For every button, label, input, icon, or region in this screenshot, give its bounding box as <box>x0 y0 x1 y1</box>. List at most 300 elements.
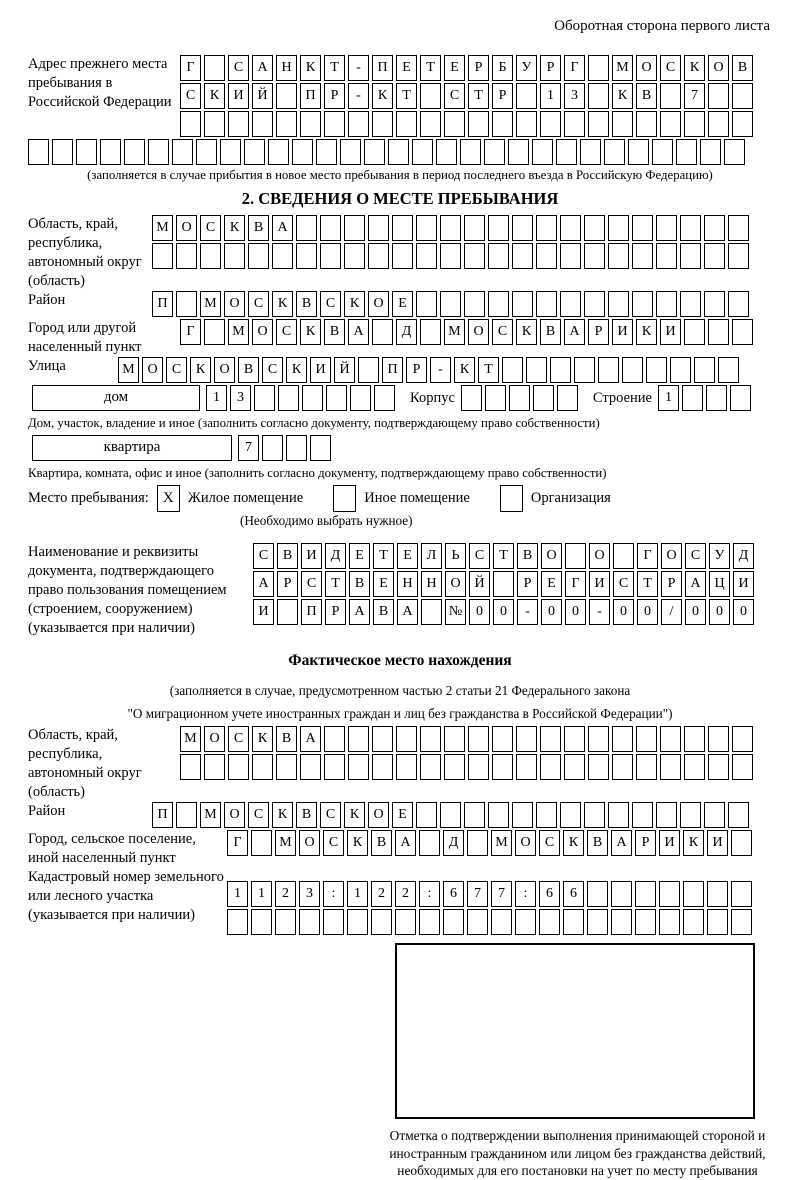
char-box[interactable] <box>704 243 725 269</box>
char-box[interactable]: В <box>371 830 392 856</box>
char-box[interactable] <box>320 243 341 269</box>
char-box[interactable]: П <box>382 357 403 383</box>
char-box[interactable] <box>176 243 197 269</box>
char-box[interactable]: М <box>444 319 465 345</box>
char-box[interactable] <box>444 111 465 137</box>
char-box[interactable]: О <box>515 830 536 856</box>
char-box[interactable] <box>124 139 145 165</box>
char-box[interactable] <box>268 139 289 165</box>
char-box[interactable] <box>348 754 369 780</box>
char-box[interactable] <box>636 111 657 137</box>
char-box[interactable] <box>612 111 633 137</box>
char-box[interactable] <box>443 909 464 935</box>
char-box[interactable] <box>632 291 653 317</box>
char-box[interactable] <box>276 111 297 137</box>
char-box[interactable]: М <box>612 55 633 81</box>
char-box[interactable] <box>364 139 385 165</box>
char-box[interactable] <box>622 357 643 383</box>
char-box[interactable] <box>368 215 389 241</box>
char-box[interactable]: И <box>589 571 610 597</box>
char-box[interactable] <box>286 435 307 461</box>
char-box[interactable]: 0 <box>685 599 706 625</box>
char-box[interactable]: Т <box>637 571 658 597</box>
char-box[interactable]: Р <box>661 571 682 597</box>
char-box[interactable] <box>464 802 485 828</box>
char-box[interactable] <box>180 754 201 780</box>
char-box[interactable] <box>718 357 739 383</box>
char-box[interactable]: А <box>611 830 632 856</box>
char-box[interactable]: С <box>320 291 341 317</box>
char-box[interactable]: А <box>300 726 321 752</box>
char-box[interactable] <box>580 139 601 165</box>
char-box[interactable] <box>730 385 751 411</box>
char-box[interactable] <box>707 881 728 907</box>
char-box[interactable] <box>684 319 705 345</box>
char-box[interactable] <box>488 802 509 828</box>
char-box[interactable]: К <box>683 830 704 856</box>
char-box[interactable] <box>396 111 417 137</box>
char-box[interactable] <box>372 111 393 137</box>
char-box[interactable]: : <box>515 881 536 907</box>
char-box[interactable]: К <box>372 83 393 109</box>
char-box[interactable]: С <box>301 571 322 597</box>
char-box[interactable]: О <box>636 55 657 81</box>
char-box[interactable]: О <box>661 543 682 569</box>
char-box[interactable]: Н <box>397 571 418 597</box>
char-box[interactable] <box>196 139 217 165</box>
char-box[interactable]: М <box>180 726 201 752</box>
char-box[interactable] <box>708 754 729 780</box>
char-box[interactable]: Е <box>392 802 413 828</box>
char-box[interactable]: 0 <box>709 599 730 625</box>
checkbox-inoe[interactable] <box>333 485 356 512</box>
char-box[interactable] <box>416 243 437 269</box>
char-box[interactable]: 1 <box>540 83 561 109</box>
char-box[interactable]: Т <box>493 543 514 569</box>
char-box[interactable]: К <box>272 291 293 317</box>
char-box[interactable] <box>350 385 371 411</box>
char-box[interactable]: 1 <box>227 881 248 907</box>
char-box[interactable]: 7 <box>238 435 259 461</box>
char-box[interactable]: С <box>539 830 560 856</box>
char-box[interactable]: Г <box>180 55 201 81</box>
char-box[interactable]: Р <box>540 55 561 81</box>
char-box[interactable] <box>348 111 369 137</box>
char-box[interactable]: В <box>636 83 657 109</box>
char-box[interactable]: С <box>248 291 269 317</box>
char-box[interactable] <box>670 357 691 383</box>
char-box[interactable]: А <box>272 215 293 241</box>
char-box[interactable]: С <box>492 319 513 345</box>
char-box[interactable]: В <box>349 571 370 597</box>
char-box[interactable]: 0 <box>565 599 586 625</box>
char-box[interactable] <box>608 802 629 828</box>
char-box[interactable] <box>656 243 677 269</box>
char-box[interactable] <box>296 243 317 269</box>
char-box[interactable]: Н <box>421 571 442 597</box>
char-box[interactable]: Ь <box>445 543 466 569</box>
char-box[interactable] <box>512 243 533 269</box>
char-box[interactable] <box>419 830 440 856</box>
char-box[interactable] <box>348 726 369 752</box>
char-box[interactable]: С <box>228 55 249 81</box>
char-box[interactable] <box>732 319 753 345</box>
char-box[interactable]: А <box>685 571 706 597</box>
char-box[interactable] <box>652 139 673 165</box>
char-box[interactable] <box>300 111 321 137</box>
char-box[interactable]: Р <box>324 83 345 109</box>
char-box[interactable]: Р <box>406 357 427 383</box>
char-box[interactable] <box>682 385 703 411</box>
char-box[interactable] <box>148 139 169 165</box>
char-box[interactable] <box>646 357 667 383</box>
char-box[interactable]: И <box>301 543 322 569</box>
char-box[interactable] <box>732 111 753 137</box>
char-box[interactable]: С <box>253 543 274 569</box>
char-box[interactable] <box>324 726 345 752</box>
char-box[interactable]: 7 <box>467 881 488 907</box>
char-box[interactable]: В <box>296 291 317 317</box>
char-box[interactable] <box>460 139 481 165</box>
char-box[interactable]: О <box>214 357 235 383</box>
char-box[interactable]: К <box>612 83 633 109</box>
char-box[interactable]: - <box>589 599 610 625</box>
char-box[interactable]: О <box>541 543 562 569</box>
char-box[interactable] <box>300 754 321 780</box>
char-box[interactable] <box>444 754 465 780</box>
char-box[interactable] <box>396 754 417 780</box>
char-box[interactable] <box>536 291 557 317</box>
char-box[interactable]: П <box>152 802 173 828</box>
char-box[interactable] <box>564 111 585 137</box>
char-box[interactable] <box>468 754 489 780</box>
char-box[interactable] <box>584 243 605 269</box>
char-box[interactable] <box>440 802 461 828</box>
char-box[interactable] <box>636 726 657 752</box>
char-box[interactable] <box>254 385 275 411</box>
char-box[interactable] <box>492 726 513 752</box>
char-box[interactable] <box>374 385 395 411</box>
char-box[interactable]: В <box>587 830 608 856</box>
char-box[interactable] <box>326 385 347 411</box>
char-box[interactable]: М <box>491 830 512 856</box>
char-box[interactable] <box>536 215 557 241</box>
char-box[interactable]: Е <box>541 571 562 597</box>
char-box[interactable] <box>251 830 272 856</box>
char-box[interactable]: С <box>166 357 187 383</box>
char-box[interactable] <box>680 802 701 828</box>
char-box[interactable]: Е <box>392 291 413 317</box>
char-box[interactable]: В <box>540 319 561 345</box>
char-box[interactable] <box>588 754 609 780</box>
char-box[interactable]: А <box>252 55 273 81</box>
char-box[interactable]: К <box>684 55 705 81</box>
char-box[interactable]: Р <box>588 319 609 345</box>
char-box[interactable]: 0 <box>733 599 754 625</box>
char-box[interactable]: К <box>344 802 365 828</box>
char-box[interactable]: 6 <box>539 881 560 907</box>
char-box[interactable]: У <box>516 55 537 81</box>
char-box[interactable]: М <box>152 215 173 241</box>
char-box[interactable]: М <box>275 830 296 856</box>
char-box[interactable] <box>508 139 529 165</box>
char-box[interactable]: А <box>395 830 416 856</box>
char-box[interactable] <box>560 802 581 828</box>
char-box[interactable]: Е <box>397 543 418 569</box>
char-box[interactable] <box>660 111 681 137</box>
char-box[interactable]: С <box>276 319 297 345</box>
char-box[interactable] <box>608 215 629 241</box>
char-box[interactable] <box>533 385 554 411</box>
char-box[interactable]: М <box>228 319 249 345</box>
checkbox-zhiloe[interactable]: X <box>157 485 180 512</box>
char-box[interactable] <box>152 243 173 269</box>
char-box[interactable] <box>676 139 697 165</box>
char-box[interactable]: А <box>348 319 369 345</box>
char-box[interactable] <box>728 215 749 241</box>
char-box[interactable] <box>488 215 509 241</box>
char-box[interactable]: - <box>348 83 369 109</box>
char-box[interactable] <box>299 909 320 935</box>
char-box[interactable]: Й <box>334 357 355 383</box>
char-box[interactable]: № <box>445 599 466 625</box>
char-box[interactable]: П <box>152 291 173 317</box>
char-box[interactable] <box>323 909 344 935</box>
char-box[interactable] <box>612 754 633 780</box>
char-box[interactable]: И <box>310 357 331 383</box>
char-box[interactable] <box>587 909 608 935</box>
char-box[interactable]: 3 <box>564 83 585 109</box>
char-box[interactable] <box>728 243 749 269</box>
char-box[interactable]: : <box>323 881 344 907</box>
char-box[interactable] <box>492 111 513 137</box>
char-box[interactable] <box>372 319 393 345</box>
char-box[interactable] <box>461 385 482 411</box>
char-box[interactable]: К <box>344 291 365 317</box>
char-box[interactable] <box>704 215 725 241</box>
char-box[interactable]: И <box>228 83 249 109</box>
char-box[interactable] <box>320 215 341 241</box>
char-box[interactable] <box>512 291 533 317</box>
char-box[interactable] <box>395 909 416 935</box>
char-box[interactable] <box>731 909 752 935</box>
char-box[interactable]: В <box>277 543 298 569</box>
char-box[interactable] <box>419 909 440 935</box>
char-box[interactable] <box>512 215 533 241</box>
char-box[interactable] <box>732 83 753 109</box>
char-box[interactable] <box>468 726 489 752</box>
char-box[interactable]: О <box>368 291 389 317</box>
char-box[interactable]: О <box>368 802 389 828</box>
char-box[interactable]: И <box>733 571 754 597</box>
char-box[interactable] <box>228 111 249 137</box>
char-box[interactable]: О <box>589 543 610 569</box>
char-box[interactable] <box>388 139 409 165</box>
char-box[interactable]: Е <box>444 55 465 81</box>
char-box[interactable] <box>704 802 725 828</box>
char-box[interactable] <box>684 111 705 137</box>
char-box[interactable]: О <box>204 726 225 752</box>
char-box[interactable] <box>560 291 581 317</box>
char-box[interactable] <box>728 802 749 828</box>
char-box[interactable] <box>628 139 649 165</box>
char-box[interactable]: О <box>299 830 320 856</box>
char-box[interactable] <box>420 83 441 109</box>
char-box[interactable]: - <box>517 599 538 625</box>
char-box[interactable]: Т <box>396 83 417 109</box>
char-box[interactable]: О <box>224 291 245 317</box>
char-box[interactable] <box>526 357 547 383</box>
char-box[interactable] <box>392 243 413 269</box>
char-box[interactable] <box>680 215 701 241</box>
char-box[interactable] <box>694 357 715 383</box>
checkbox-organizatsiya[interactable] <box>500 485 523 512</box>
char-box[interactable] <box>464 243 485 269</box>
char-box[interactable] <box>344 215 365 241</box>
char-box[interactable] <box>532 139 553 165</box>
char-box[interactable] <box>706 385 727 411</box>
char-box[interactable] <box>684 754 705 780</box>
char-box[interactable]: 1 <box>251 881 272 907</box>
char-box[interactable]: П <box>301 599 322 625</box>
char-box[interactable]: 0 <box>613 599 634 625</box>
char-box[interactable] <box>584 291 605 317</box>
char-box[interactable] <box>420 726 441 752</box>
char-box[interactable] <box>262 435 283 461</box>
char-box[interactable]: С <box>262 357 283 383</box>
char-box[interactable]: Р <box>277 571 298 597</box>
char-box[interactable] <box>540 111 561 137</box>
char-box[interactable]: М <box>118 357 139 383</box>
char-box[interactable]: В <box>296 802 317 828</box>
char-box[interactable]: 2 <box>275 881 296 907</box>
char-box[interactable] <box>440 291 461 317</box>
char-box[interactable] <box>302 385 323 411</box>
char-box[interactable] <box>440 215 461 241</box>
char-box[interactable] <box>491 909 512 935</box>
char-box[interactable]: Л <box>421 543 442 569</box>
char-box[interactable] <box>684 726 705 752</box>
char-box[interactable] <box>275 909 296 935</box>
char-box[interactable] <box>724 139 745 165</box>
char-box[interactable]: Е <box>373 571 394 597</box>
char-box[interactable]: Г <box>227 830 248 856</box>
char-box[interactable] <box>176 802 197 828</box>
char-box[interactable] <box>392 215 413 241</box>
char-box[interactable] <box>588 726 609 752</box>
char-box[interactable]: К <box>204 83 225 109</box>
char-box[interactable]: К <box>454 357 475 383</box>
char-box[interactable] <box>700 139 721 165</box>
char-box[interactable]: Т <box>324 55 345 81</box>
char-box[interactable]: Й <box>469 571 490 597</box>
char-box[interactable] <box>564 754 585 780</box>
char-box[interactable]: Е <box>396 55 417 81</box>
char-box[interactable]: В <box>276 726 297 752</box>
char-box[interactable] <box>731 830 752 856</box>
char-box[interactable]: А <box>564 319 585 345</box>
char-box[interactable] <box>467 830 488 856</box>
char-box[interactable]: И <box>660 319 681 345</box>
char-box[interactable]: 0 <box>637 599 658 625</box>
char-box[interactable] <box>52 139 73 165</box>
char-box[interactable] <box>347 909 368 935</box>
char-box[interactable] <box>588 83 609 109</box>
char-box[interactable] <box>200 243 221 269</box>
char-box[interactable] <box>683 881 704 907</box>
char-box[interactable]: Г <box>637 543 658 569</box>
char-box[interactable] <box>557 385 578 411</box>
char-box[interactable] <box>444 726 465 752</box>
char-box[interactable] <box>493 571 514 597</box>
char-box[interactable] <box>613 543 634 569</box>
char-box[interactable]: В <box>732 55 753 81</box>
char-box[interactable] <box>728 291 749 317</box>
char-box[interactable]: 3 <box>299 881 320 907</box>
char-box[interactable] <box>485 385 506 411</box>
char-box[interactable]: К <box>300 55 321 81</box>
char-box[interactable]: К <box>190 357 211 383</box>
char-box[interactable]: О <box>445 571 466 597</box>
char-box[interactable]: 6 <box>563 881 584 907</box>
char-box[interactable] <box>224 243 245 269</box>
char-box[interactable]: Г <box>564 55 585 81</box>
char-box[interactable] <box>707 909 728 935</box>
char-box[interactable] <box>292 139 313 165</box>
char-box[interactable]: Т <box>373 543 394 569</box>
char-box[interactable] <box>550 357 571 383</box>
char-box[interactable]: 0 <box>493 599 514 625</box>
char-box[interactable] <box>536 243 557 269</box>
char-box[interactable]: 1 <box>347 881 368 907</box>
char-box[interactable] <box>635 881 656 907</box>
char-box[interactable] <box>732 726 753 752</box>
char-box[interactable] <box>488 243 509 269</box>
char-box[interactable]: В <box>373 599 394 625</box>
char-box[interactable] <box>420 319 441 345</box>
char-box[interactable] <box>340 139 361 165</box>
char-box[interactable]: Д <box>733 543 754 569</box>
char-box[interactable]: К <box>286 357 307 383</box>
char-box[interactable]: С <box>200 215 221 241</box>
char-box[interactable] <box>278 385 299 411</box>
char-box[interactable]: 0 <box>469 599 490 625</box>
char-box[interactable] <box>416 291 437 317</box>
char-box[interactable]: С <box>228 726 249 752</box>
char-box[interactable] <box>176 291 197 317</box>
char-box[interactable]: 7 <box>491 881 512 907</box>
char-box[interactable]: 0 <box>541 599 562 625</box>
char-box[interactable] <box>560 243 581 269</box>
char-box[interactable] <box>488 291 509 317</box>
char-box[interactable] <box>502 357 523 383</box>
char-box[interactable] <box>344 243 365 269</box>
char-box[interactable]: Р <box>325 599 346 625</box>
char-box[interactable] <box>683 909 704 935</box>
char-box[interactable] <box>516 754 537 780</box>
char-box[interactable] <box>421 599 442 625</box>
char-box[interactable] <box>608 243 629 269</box>
char-box[interactable]: С <box>323 830 344 856</box>
char-box[interactable] <box>76 139 97 165</box>
char-box[interactable]: К <box>516 319 537 345</box>
char-box[interactable]: О <box>252 319 273 345</box>
char-box[interactable] <box>227 909 248 935</box>
char-box[interactable]: С <box>444 83 465 109</box>
char-box[interactable] <box>516 726 537 752</box>
char-box[interactable] <box>656 215 677 241</box>
char-box[interactable]: Т <box>478 357 499 383</box>
